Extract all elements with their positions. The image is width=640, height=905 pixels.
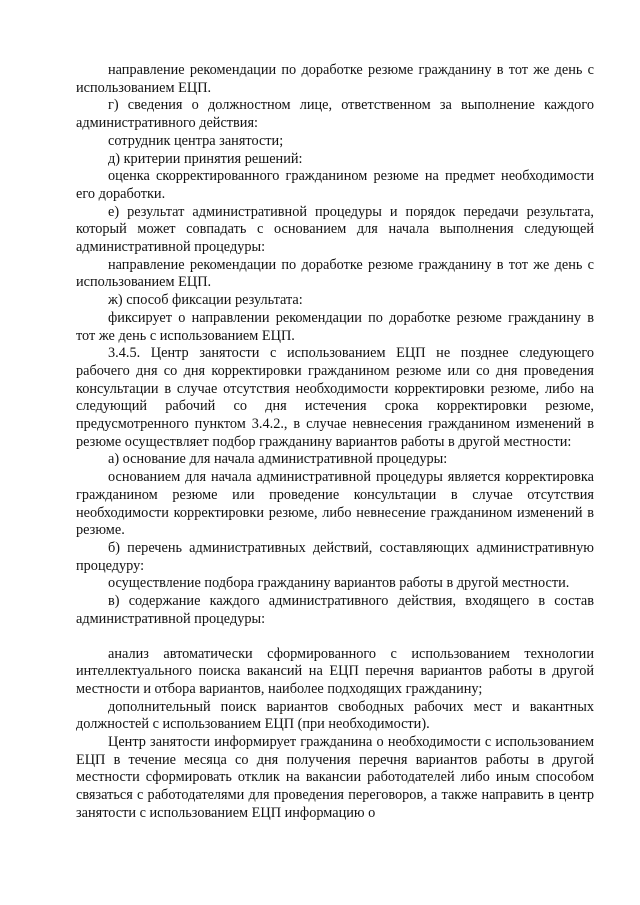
document-body	[76, 62, 594, 823]
paragraph: направление рекомендации по доработке резюме гражданину в тот же день с использованием ЕЦП.	[76, 256, 594, 291]
paragraph: осуществление подбора гражданину вариантов работы в другой местности.	[108, 575, 570, 592]
paragraph: оценка скорректированного гражданином резюме на предмет необходимости его доработки.	[76, 168, 594, 202]
paragraph: Центр занятости информирует гражданина о необходимости с использованием ЕЦП в течение месяца со дня получения перечня вариантов работы в другой местности сформировать отклик на вакансии работодателей либо иным способом связаться с работодателями для проведения переговоров, а также направить в центр занятости с использованием ЕЦП информацию о	[76, 734, 594, 821]
paragraph: ж) способ фиксации результата:	[108, 292, 303, 309]
paragraph: а) основание для начала административной процедуры:	[108, 451, 448, 468]
paragraph: направление рекомендации по доработке резюме гражданину в тот же день с использованием ЕЦП.	[76, 62, 594, 96]
paragraph: сотрудник центра занятости;	[108, 132, 284, 149]
paragraph: 3.4.5. Центр занятости с использованием ЕЦП не позднее следующего рабочего дня со дня корректировки гражданином резюме или со дня проведения консультации в случае отсутствия необходимости корректировки резюме, либо на следующий рабочий со дня истечения срока корректировки резюме, предусмотренного пунктом 3.4.2., в случае невнесения гражданином изменений в резюме осуществляет подбор гражданину вариантов работы в другой местности:	[76, 345, 594, 450]
paragraph: анализ автоматически сформированного с использованием технологии интеллектуального поиска вакансий на ЕЦП перечня вариантов работы в другой местности и отбора вариантов, наиболее подходящих гражданину;	[76, 645, 594, 697]
paragraph: г) сведения о должностном лице, ответственном за выполнение каждого административного действия:	[76, 97, 594, 132]
paragraph: е) результат административной процедуры и порядок передачи результата, который может совпадать с основанием для начала выполнения следующей административной процедуры:	[76, 203, 594, 256]
paragraph: в) содержание каждого административного действия, входящего в состав административной процедуры:	[76, 593, 594, 627]
paragraph: фиксирует о направлении рекомендации по доработке резюме гражданину в тот же день с использованием ЕЦП.	[76, 309, 594, 344]
paragraph: д) критерии принятия решений:	[108, 150, 303, 167]
paragraph: дополнительный поиск вариантов свободных рабочих мест и вакантных должностей с использованием ЕЦП (при необходимости).	[76, 698, 594, 733]
paragraph: основанием для начала административной процедуры является корректировка гражданином резюме или проведение консультации в случае отсутствия необходимости корректировки резюме, либо невнесение гражданином изменений в резюме.	[76, 469, 594, 539]
paragraph: б) перечень административных действий, составляющих административную процедуру:	[76, 539, 594, 574]
